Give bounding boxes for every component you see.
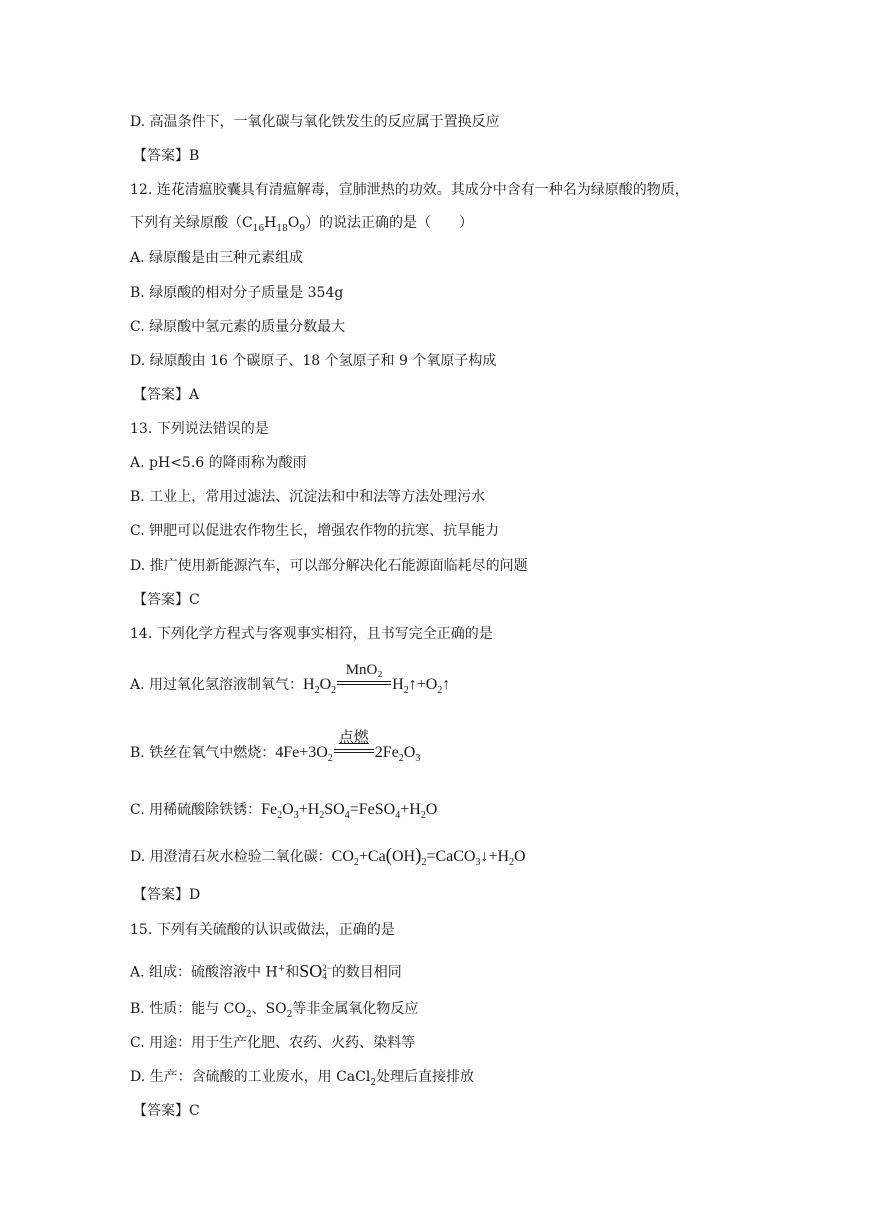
q12-stem-line1: 12. 连花清瘟胶囊具有清瘟解毒，宣肺泄热的功效。其成分中含有一种名为绿原酸的物质， [130, 182, 689, 198]
q14-option-b [130, 730, 421, 769]
q14-answer: 【答案】D [133, 887, 201, 903]
q14-option-a-label: A. 用过氧化氢溶液制氧气： [130, 677, 304, 693]
q14-option-d [130, 846, 526, 873]
q14-stem: 14. 下列化学方程式与客观事实相符，且书写完全正确的是 [130, 626, 493, 642]
q12-option-d: D. 绿原酸由 16 个碳原子、18 个氢原子和 9 个氧原子构成 [130, 353, 497, 369]
q14-option-c-equation: $Fe_2O_3+H_2SO_4=FeSO_4+H_2O$ [261, 801, 438, 822]
q13-option-b: B. 工业上，常用过滤法、沉淀法和中和法等方法处理污水 [130, 489, 486, 505]
q13-option-c: C. 钾肥可以促进农作物生长，增强农作物的抗寒、抗旱能力 [130, 523, 500, 539]
q13-option-d: D. 推广使用新能源汽车，可以部分解决化石能源面临耗尽的问题 [130, 558, 528, 574]
reaction-condition: MnO₂ [337, 677, 391, 689]
q14-option-b-equation: $4Fe+3O_2$ 点燃 $2Fe_2O_3$ [275, 730, 421, 765]
q12-option-a: A. 绿原酸是由三种元素组成 [130, 250, 304, 266]
q13-answer: 【答案】C [133, 592, 200, 608]
reaction-condition: 点燃 [334, 745, 374, 757]
q13-stem: 13. 下列说法错误的是 [130, 421, 269, 437]
q13-option-a: A. pH<5.6 的降雨称为酸雨 [130, 455, 307, 471]
q12-stem-line2: 下列有关绿原酸$(C_{16}H_{18}O_9)$的说法正确的是（ ） [130, 215, 474, 234]
sulfate-ion: SO 2− 4 [299, 960, 332, 981]
q14-option-d-label: D. 用澄清石灰水检验二氧化碳： [130, 849, 332, 865]
q14-option-c [130, 800, 437, 826]
q12-answer: 【答案】A [133, 387, 200, 403]
q14-option-b-label: B. 铁丝在氧气中燃烧： [130, 745, 276, 761]
q14-option-a [130, 662, 451, 701]
q11-option-d: D. 高温条件下，一氧化碳与氧化铁发生的反应属于置换反应 [130, 114, 500, 130]
q14-option-a-equation: $H_2O_2$ MnO₂ $H_2↑+O_2↑$ [303, 662, 451, 697]
q12-option-c: C. 绿原酸中氢元素的质量分数最大 [130, 319, 346, 335]
q15-option-d: D. 生产：含硫酸的工业废水，用 CaCl$_2$处理后直接排放 [130, 1069, 475, 1088]
q15-answer: 【答案】C [133, 1103, 200, 1119]
q14-option-d-equation: $CO_2+Ca(OH)_2=CaCO_3↓+H_2O$ [331, 845, 526, 869]
q15-option-a: A. 组成：硫酸溶液中 H+和SO 2− 4 的数目相同 [130, 960, 402, 981]
q12-option-b: B. 绿原酸的相对分子质量是 354g [130, 285, 344, 301]
q11-answer: 【答案】B [133, 148, 200, 164]
q15-stem: 15. 下列有关硫酸的认识或做法，正确的是 [130, 922, 395, 938]
q15-option-b: B. 性质：能与 $CO_2$、$SO_2$等非金属氧化物反应 [130, 1001, 419, 1020]
q14-option-c-label: C. 用稀硫酸除铁锈： [130, 802, 262, 818]
q15-option-c: C. 用途：用于生产化肥、农药、火药、染料等 [130, 1035, 416, 1051]
